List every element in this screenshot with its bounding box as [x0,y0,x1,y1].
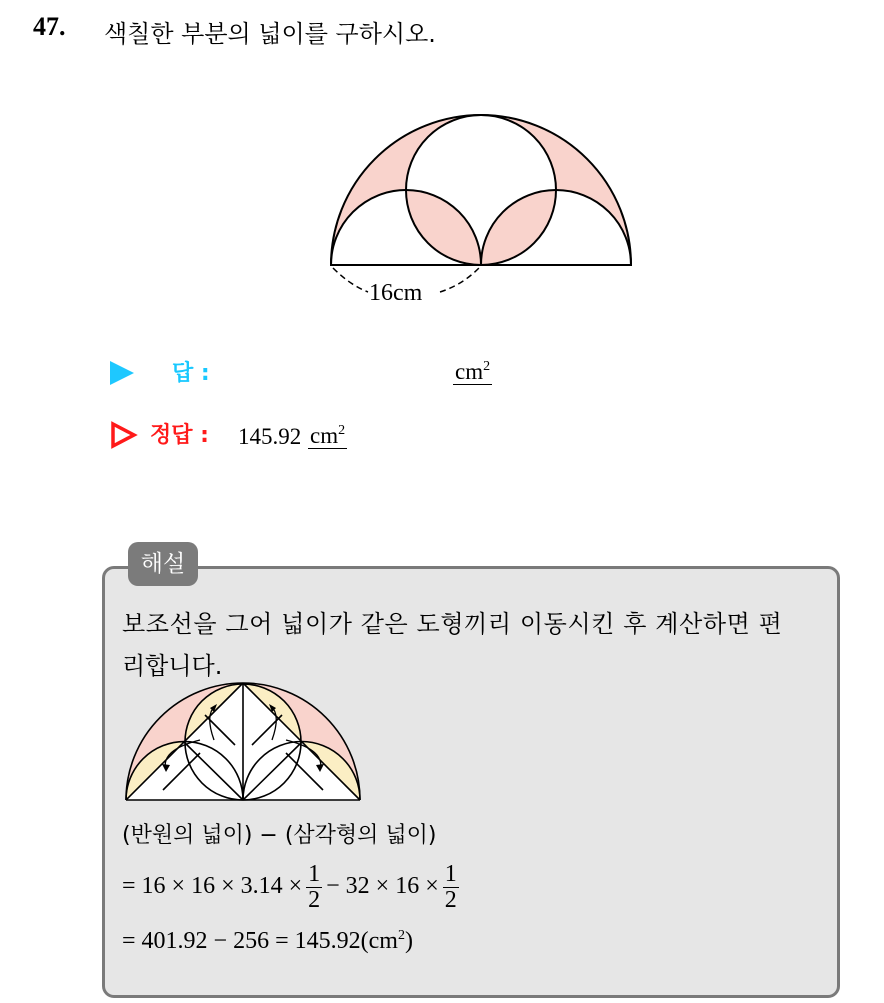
solution-tag: 해설 [128,542,198,586]
fraction-1: $\frac{1}{2}$ [308,861,321,914]
question-text: 색칠한 부분의 넓이를 구하시오. [104,20,436,48]
calc-line2: = 16 × 16 × 3.14 × $\frac{1}{2}$ − 32 × 16 × $\frac{1}{2}$ [122,861,457,914]
correct-answer-value: 145.92 [238,424,302,449]
solution-text-line1: 보조선을 그어 넓이가 같은 도형끼리 이동시킨 후 계산하면 편 [122,610,783,638]
question-number: 47. [33,12,66,41]
correct-answer-unit: $cm^2$ [310,423,346,448]
play-icon [110,361,134,385]
calc-line3: = $401.92 - 256 = 145.92(cm^2)$ [122,928,413,954]
solution-text-line2: 리합니다. [122,652,223,680]
shaded-region [320,115,640,310]
length-label: 16cm [369,280,423,306]
calc-line1: (반원의 넓이) − (삼각형의 넓이) [122,823,437,848]
solution-figure [122,682,364,806]
answer-unit: $cm^2$ [455,359,491,384]
correct-answer-label: 정답 : [150,423,209,448]
play-outline-icon [110,421,138,449]
fraction-2: $\frac{1}{2}$ [444,861,457,914]
answer-label: 답 : [172,361,210,386]
problem-figure [320,105,640,310]
